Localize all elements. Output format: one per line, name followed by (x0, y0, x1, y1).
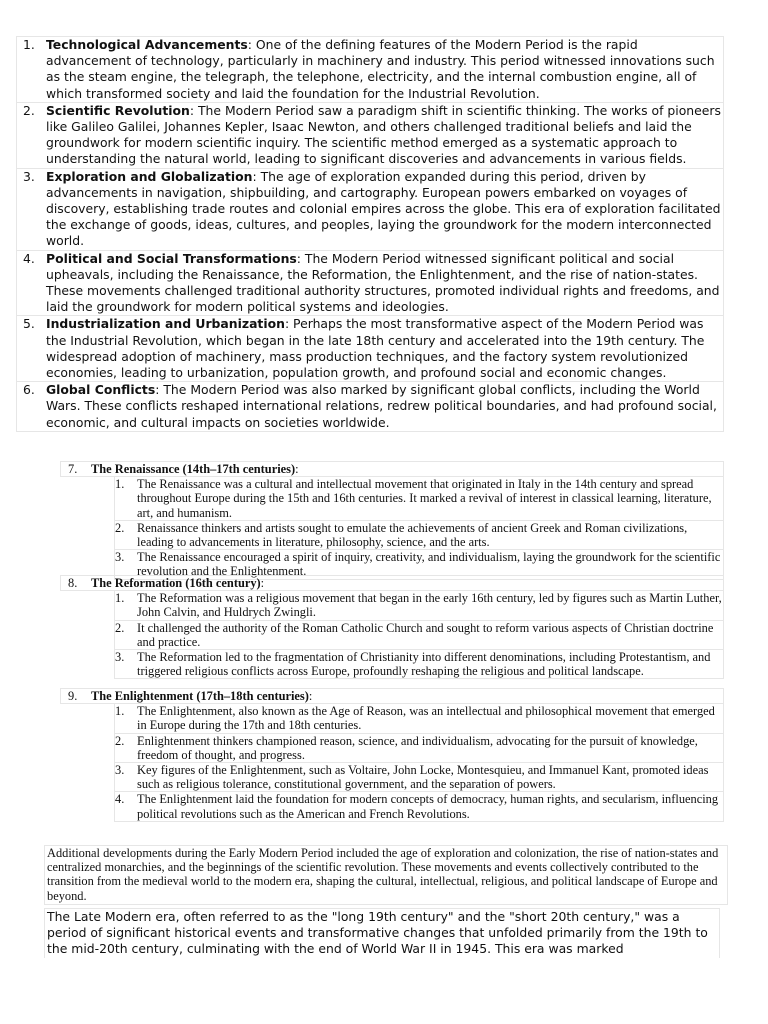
section-reformation (60, 575, 724, 679)
section-colon: : (260, 576, 265, 590)
item-number: 3. (23, 168, 35, 184)
sub-number: 1. (115, 704, 125, 719)
section-title: The Reformation (16th century) (91, 576, 261, 590)
item-number: 1. (23, 37, 35, 52)
sub-number: 1. (115, 477, 125, 492)
item-text: : The Modern Period saw a paradigm shift in scientific thinking. The works of pioneers like Galileo Galilei, Johannes Kepler, Isaac Newton, and others challenged traditional beliefs and laid the groundwork for modern scientific inquiry. The scientific method emerged as a systematic approach to understanding the natural world, leading to significant discoveries and advancements in various fields. (46, 102, 721, 167)
section-heading (60, 575, 724, 591)
sub-item (114, 763, 724, 792)
section-colon: : (295, 462, 299, 476)
sub-item (114, 591, 724, 620)
item-text: : Perhaps the most transformative aspect of the Modern Period was the Industrial Revolution, which began in the late 18th century and accelerated into the 19th century. The widespread adoption of machinery, mass production techniques, and the factory system revolutionized economies, leading to urbanization, population growth, and profound social and economic changes. (46, 316, 705, 381)
section-enlightenment (60, 688, 724, 822)
item-number: 6. (23, 382, 35, 398)
list-item (16, 102, 724, 168)
item-title: Exploration and Globalization (46, 168, 253, 184)
sub-list (114, 591, 724, 679)
sub-list (114, 704, 724, 822)
sub-text: The Enlightenment laid the foundation for modern concepts of democracy, human rights, and secularism, influencing political revolutions such as the American and French Revolutions. (137, 792, 719, 821)
early-modern-paragraph: Additional developments during the Early Modern Period included the age of exploration and colonization, the rise of nation-states and centralized monarchies, and the beginnings of the scientific revolution. These movements and events collectively contributed to the transition from the medieval world to the modern era, shaping the cultural, intellectual, religious, and political landscape of Europe and beyond. (44, 845, 728, 905)
sub-text: Key figures of the Enlightenment, such as Voltaire, John Locke, Montesquieu, and Immanuel Kant, promoted ideas such as religious tolerance, constitutional government, and the separation of powers. (137, 763, 709, 792)
section-heading (60, 688, 724, 704)
section-number: 9. (68, 689, 78, 703)
sub-text: The Renaissance was a cultural and intellectual movement that originated in Italy in the 14th century and spread throughout Europe during the 15th and 16th centuries. It marked a revival of interest in classical learning, literature, art, and humanism. (137, 477, 712, 520)
sub-text: It challenged the authority of the Roman Catholic Church and sought to reform various aspects of Christian doctrine and practice. (137, 620, 714, 649)
item-title: Scientific Revolution (46, 102, 190, 118)
sub-number: 3. (115, 763, 125, 778)
list-item (16, 168, 724, 250)
item-title: Global Conflicts (46, 382, 156, 398)
list-item (16, 250, 724, 316)
item-title: Industrialization and Urbanization (46, 316, 285, 332)
section-number: 8. (68, 576, 78, 590)
item-number: 4. (23, 250, 35, 266)
sub-item (114, 521, 724, 550)
item-number: 5. (23, 316, 35, 332)
sub-item (114, 621, 724, 650)
sub-text: Enlightenment thinkers championed reason, science, and individualism, advocating for the pursuit of knowledge, freedom of thought, and progress. (137, 733, 698, 762)
section-number: 7. (68, 462, 78, 476)
section-colon: : (308, 689, 313, 703)
section-heading (60, 461, 724, 477)
sub-item (114, 650, 724, 679)
sub-number: 2. (115, 520, 125, 535)
list-item (16, 36, 724, 102)
sub-text: Renaissance thinkers and artists sought to emulate the achievements of ancient Greek and Roman civilizations, leading to advancements in literature, philosophy, science, and the arts. (137, 520, 688, 550)
sub-list (114, 477, 724, 579)
sub-item (114, 477, 724, 521)
section-title: The Renaissance (14th–17th centuries) (91, 462, 296, 476)
section-renaissance (60, 461, 724, 580)
item-title: Political and Social Transformations (46, 250, 297, 266)
sub-number: 2. (115, 733, 125, 748)
sub-item (114, 792, 724, 821)
sub-item (114, 704, 724, 733)
sub-number: 4. (115, 792, 125, 807)
sub-text: The Renaissance encouraged a spirit of inquiry, creativity, and individualism, laying the groundwork for the scientific revolution and the Enlightenment. (137, 550, 721, 579)
sub-number: 3. (115, 550, 125, 565)
sub-number: 2. (115, 620, 125, 635)
main-list (16, 36, 724, 432)
sub-number: 1. (115, 591, 125, 606)
item-title: Technological Advancements (46, 37, 248, 52)
list-item (16, 381, 724, 432)
sub-text: The Enlightenment, also known as the Age of Reason, was an intellectual and philosophical movement that emerged in Europe during the 17th and 18th centuries. (137, 704, 715, 733)
item-text: : The Modern Period was also marked by significant global conflicts, including the World Wars. These conflicts reshaped international relations, redrew political boundaries, and had profound social, economic, and cultural impacts on societies worldwide. (46, 382, 717, 430)
section-title: The Enlightenment (17th–18th centuries) (91, 689, 309, 703)
sub-item (114, 734, 724, 763)
item-number: 2. (23, 102, 35, 118)
item-text: : The Modern Period witnessed significant political and social upheavals, including the Renaissance, the Reformation, the Enlightenment, and the rise of nation-states. These movements challenged traditional authority structures, promoted individual rights and freedoms, and laid the groundwork for modern political systems and ideologies. (46, 250, 720, 315)
sub-text: The Reformation was a religious movement that began in the early 16th century, led by figures such as Martin Luther, John Calvin, and Huldrych Zwingli. (137, 591, 722, 620)
list-item (16, 315, 724, 381)
item-text: : One of the defining features of the Modern Period is the rapid advancement of technology, particularly in machinery and industry. This period witnessed innovations such as the steam engine, the telegraph, the telephone, electricity, and the internal combustion engine, all of which transformed society and laid the foundation for the Industrial Revolution. (46, 37, 715, 101)
late-modern-paragraph: The Late Modern era, often referred to as the "long 19th century" and the "short 20th century," was a period of significant historical events and transformative changes that unfolded primarily from the 19th to the mid-20th century, culminating with the end of World War II in 1945. This era was marked (44, 908, 720, 958)
sub-text: The Reformation led to the fragmentation of Christianity into different denominations, including Protestantism, and triggered religious conflicts across Europe, profoundly reshaping the religious and political landscape. (137, 650, 711, 679)
item-text: : The age of exploration expanded during this period, driven by advancements in navigation, shipbuilding, and cartography. European powers embarked on voyages of discovery, establishing trade routes and colonial empires across the globe. This era of exploration facilitated the exchange of goods, ideas, cultures, and peoples, laying the groundwork for the modern interconnected world. (46, 168, 721, 249)
sub-number: 3. (115, 650, 125, 665)
